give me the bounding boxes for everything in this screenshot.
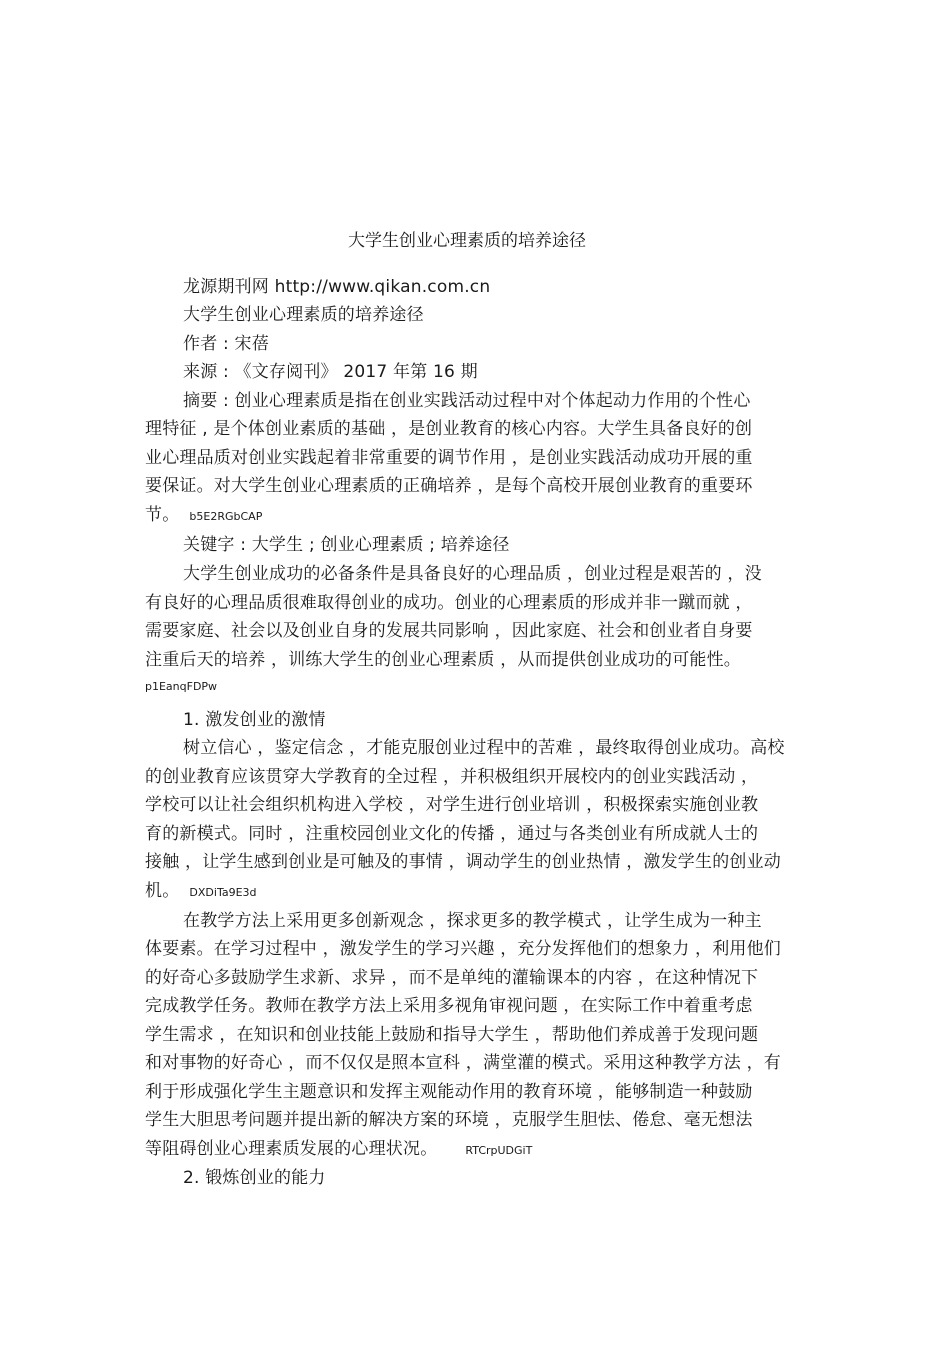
section1-para1-end-text: 机。: [145, 881, 180, 901]
intro-code: p1EanqFDPw: [145, 680, 218, 693]
abstract-line: 摘要 : 创业心理素质是指在创业实践活动过程中对个体起动力作用的个性心: [183, 391, 751, 411]
section1-para1-line: 树立信心 ，鉴定信念 ，才能克服创业过程中的苦难 ，最终取得创业成功。高校: [183, 738, 785, 758]
abstract-line: 理特征 , 是个体创业素质的基础 ，是创业教育的核心内容。大学生具备良好的创: [145, 419, 753, 439]
section1-para1-line: 育的新模式。同时 ，注重校园创业文化的传播 ，通过与各类创业有所成就人士的: [145, 824, 759, 844]
abstract-line: 业心理品质对创业实践起着非常重要的调节作用 ，是创业实践活动成功开展的重: [145, 448, 753, 468]
section1-para2-line: 利于形成强化学生主题意识和发挥主观能动作用的教育环境 ，能够制造一种鼓励: [145, 1082, 753, 1102]
abstract-line-last: [145, 500, 262, 525]
section1-para2-line: 在教学方法上采用更多创新观念 ，探求更多的教学模式 ，让学生成为一种主: [183, 911, 762, 931]
abstract-end-text: 节。: [145, 505, 180, 525]
section1-para2-code: RTCrpUDGiT: [465, 1144, 533, 1157]
abstract-code: b5E2RGbCAP: [189, 510, 263, 523]
section1-para1-line-last: [145, 876, 257, 901]
section1-heading: 1. 激发创业的激情: [183, 710, 326, 730]
intro-line: 有良好的心理品质很难取得创业的成功。创业的心理素质的形成并非一蹴而就 ，: [145, 593, 753, 613]
keywords-line: 关键字 : 大学生 ; 创业心理素质 ; 培养途径: [183, 535, 510, 555]
intro-line: 大学生创业成功的必备条件是具备良好的心理品质 ，创业过程是艰苦的 ，没: [183, 564, 762, 584]
section1-para2-line: 学生需求 ，在知识和创业技能上鼓励和指导大学生 ，帮助他们养成善于发现问题: [145, 1025, 759, 1045]
intro-line: 需要家庭、社会以及创业自身的发展共同影响 ，因此家庭、社会和创业者自身要: [145, 621, 753, 641]
section1-para1-code: DXDiTa9E3d: [189, 886, 257, 899]
abstract-line: 要保证。对大学生创业心理素质的正确培养 ，是每个高校开展创业教育的重要环: [145, 476, 753, 496]
section1-para2-line: 和对事物的好奇心 ，而不仅仅是照本宣科 ，满堂灌的模式。采用这种教学方法 ，有: [145, 1053, 782, 1073]
section1-para2-line: 完成教学任务。教师在教学方法上采用多视角审视问题 ，在实际工作中着重考虑: [145, 996, 753, 1016]
source-line: 来源 : 《文存阅刊》 2017 年第 16 期: [183, 362, 478, 382]
document-title: 大学生创业心理素质的培养途径: [348, 231, 586, 251]
section1-para1-line: 接触 ，让学生感到创业是可触及的事情 ，调动学生的创业热情 ，激发学生的创业动: [145, 852, 782, 872]
section2-heading: 2. 锻炼创业的能力: [183, 1168, 326, 1188]
section1-para2-line-last: [145, 1134, 532, 1159]
subtitle-line: 大学生创业心理素质的培养途径: [183, 305, 424, 325]
section1-para1-line: 的创业教育应该贯穿大学教育的全过程 ，并积极组织开展校内的创业实践活动 ，: [145, 767, 759, 787]
section1-para2-line: 的好奇心多鼓励学生求新、求异 ，而不是单纯的灌输课本的内容 ，在这种情况下: [145, 968, 759, 988]
section1-para2-line: 学生大胆思考问题并提出新的解决方案的环境 ，克服学生胆怯、倦怠、毫无想法: [145, 1110, 753, 1130]
section1-para2-end-text: 等阻碍创业心理素质发展的心理状况。: [145, 1139, 438, 1159]
intro-line: 注重后天的培养 ，训练大学生的创业心理素质 ，从而提供创业成功的可能性。: [145, 650, 742, 670]
author-line: 作者 : 宋蓓: [183, 334, 269, 354]
section1-para2-line: 体要素。在学习过程中 ，激发学生的学习兴趣 ，充分发挥他们的想象力 ，利用他们: [145, 939, 782, 959]
site-line: 龙源期刊网 http://www.qikan.com.cn: [183, 277, 491, 297]
section1-para1-line: 学校可以让社会组织机构进入学校 ，对学生进行创业培训 ，积极探索实施创业教: [145, 795, 759, 815]
